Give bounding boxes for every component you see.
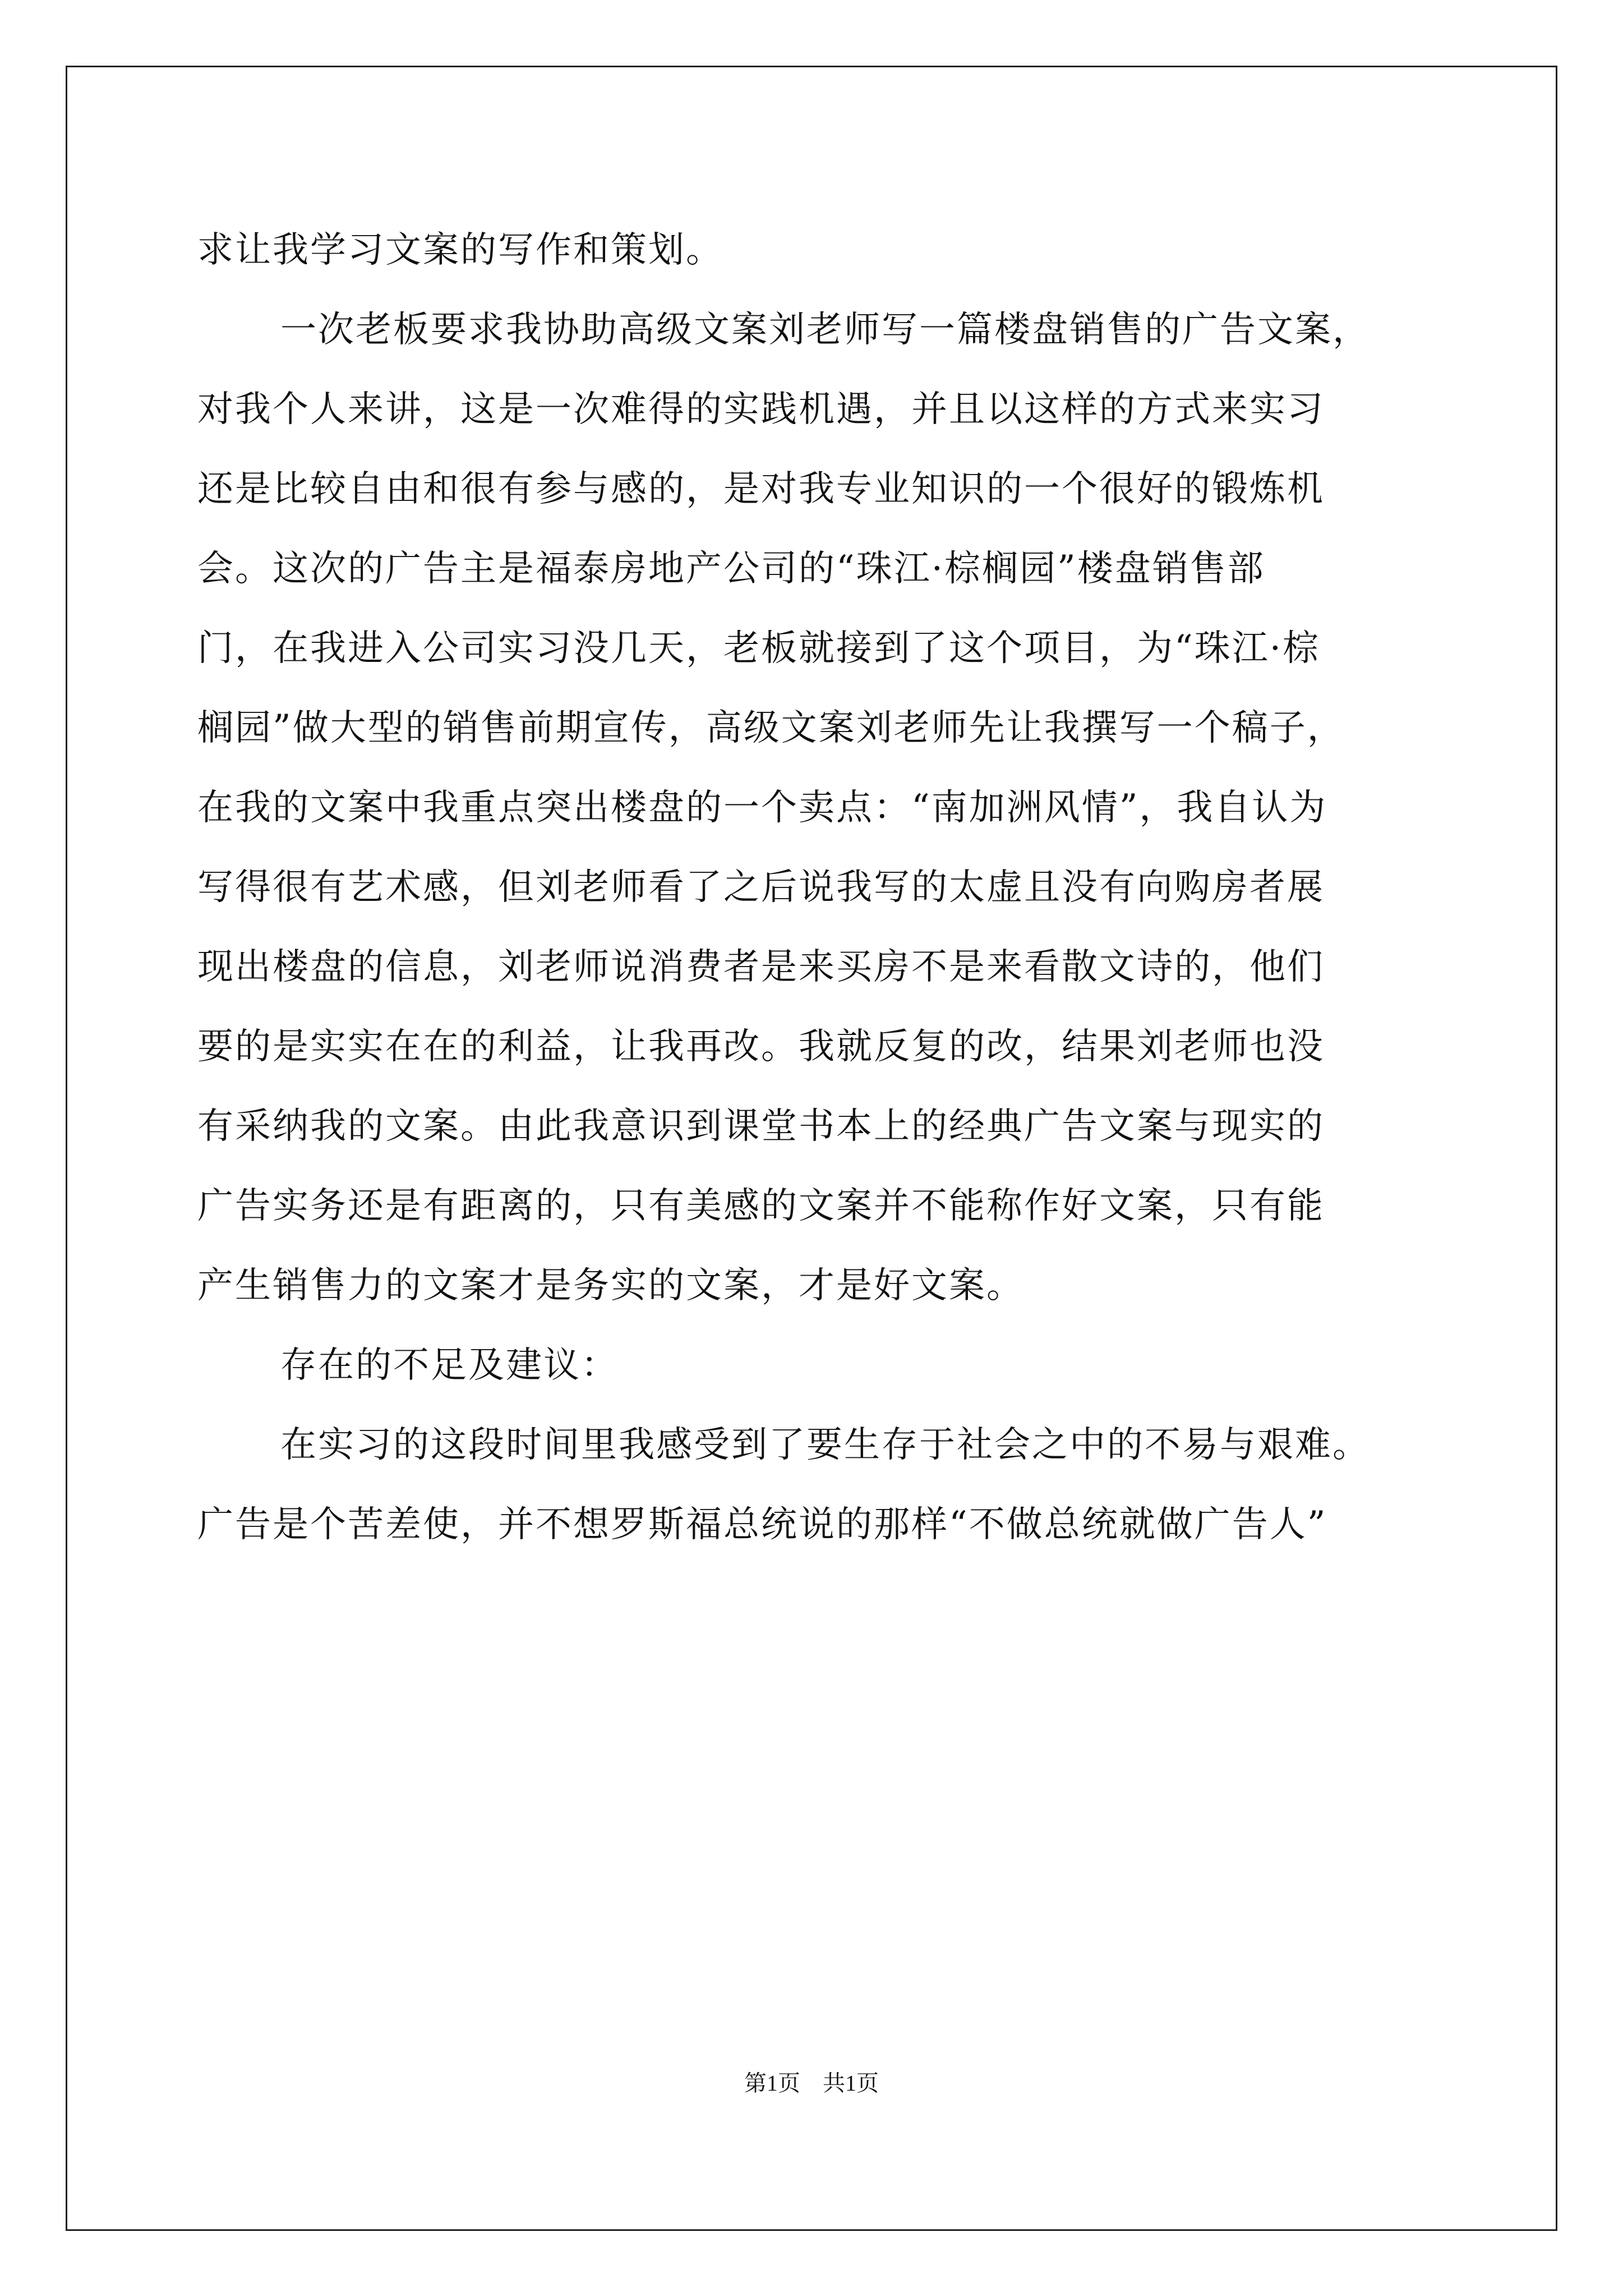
text-line-10: 现出楼盘的信息，刘老师说消费者是来买房不是来看散文诗的，他们 xyxy=(197,946,1325,988)
text-line-5: 会。这次的广告主是福泰房地产公司的“珠江·棕榈园”楼盘销售部 xyxy=(197,548,1265,590)
page-number-footer: 第1页 共1页 xyxy=(744,2070,879,2096)
text-line-2: 一次老板要求我协助高级文案刘老师写一篇楼盘销售的广告文案， xyxy=(280,309,1370,351)
text-line-4: 还是比较自由和很有参与感的，是对我专业知识的一个很好的锻炼机 xyxy=(197,468,1325,510)
text-line-12: 有采纳我的文案。由此我意识到课堂书本上的经典广告文案与现实的 xyxy=(197,1106,1325,1147)
text-line-8: 在我的文案中我重点突出楼盘的一个卖点：“南加洲风情”，我自认为 xyxy=(197,787,1327,829)
text-line-14: 产生销售力的文案才是务实的文案，才是好文案。 xyxy=(197,1265,1024,1306)
text-line-16: 在实习的这段时间里我感受到了要生存于社会之中的不易与艰难。 xyxy=(280,1424,1370,1466)
text-line-9: 写得很有艺术感，但刘老师看了之后说我写的太虚且没有向购房者展 xyxy=(197,867,1325,908)
text-line-15: 存在的不足及建议： xyxy=(280,1345,619,1386)
text-line-17: 广告是个苦差使，并不想罗斯福总统说的那样“不做总统就做广告人” xyxy=(197,1504,1327,1545)
body-text xyxy=(197,210,1431,1565)
text-line-1: 求让我学习文案的写作和策划。 xyxy=(197,229,723,271)
text-line-3: 对我个人来讲，这是一次难得的实践机遇，并且以这样的方式来实习 xyxy=(197,389,1325,430)
text-line-13: 广告实务还是有距离的，只有美感的文案并不能称作好文案，只有能 xyxy=(197,1185,1325,1227)
text-line-7: 榈园”做大型的销售前期宣传，高级文案刘老师先让我撰写一个稿子， xyxy=(197,707,1345,749)
text-line-11: 要的是实实在在的利益，让我再改。我就反复的改，结果刘老师也没 xyxy=(197,1026,1325,1068)
text-line-6: 门，在我进入公司实习没几天，老板就接到了这个项目，为“珠江·棕 xyxy=(197,628,1321,669)
